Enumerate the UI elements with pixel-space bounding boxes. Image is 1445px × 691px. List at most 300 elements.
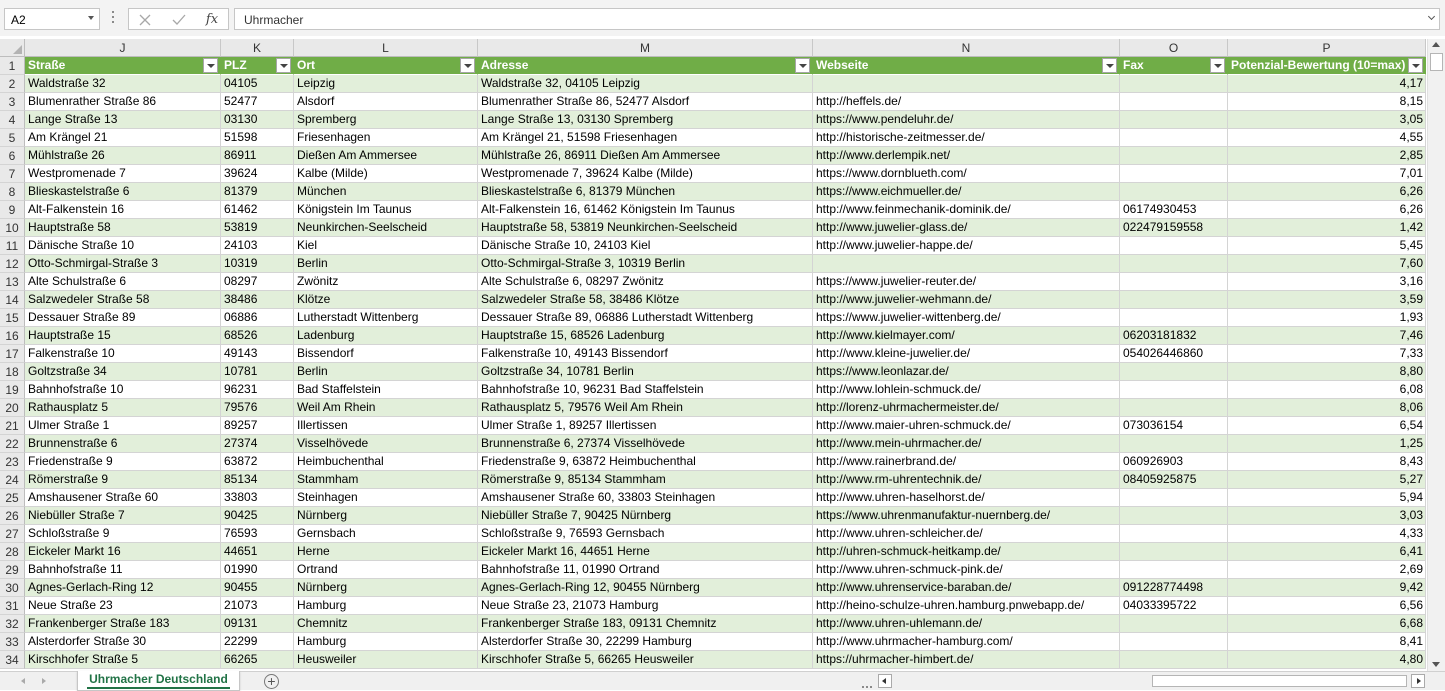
row-header[interactable]: 29 [0, 561, 25, 579]
row-header[interactable]: 26 [0, 507, 25, 525]
cell-potenzial[interactable]: 6,56 [1228, 597, 1426, 615]
cell-ort[interactable]: Friesenhagen [294, 129, 478, 147]
cell-ort[interactable]: Nürnberg [294, 507, 478, 525]
cell-plz[interactable]: 33803 [221, 489, 294, 507]
cell-potenzial[interactable]: 4,17 [1228, 75, 1426, 93]
cell-potenzial[interactable]: 6,26 [1228, 201, 1426, 219]
cell-ort[interactable]: Dießen Am Ammersee [294, 147, 478, 165]
cell-ort[interactable]: Lutherstadt Wittenberg [294, 309, 478, 327]
row-header[interactable]: 17 [0, 345, 25, 363]
cell-straße[interactable]: Otto-Schmirgal-Straße 3 [25, 255, 221, 273]
cell-adresse[interactable]: Alsterdorfer Straße 30, 22299 Hamburg [478, 633, 813, 651]
cell-webseite[interactable]: http://www.uhren-schleicher.de/ [813, 525, 1120, 543]
cell-ort[interactable]: Stammham [294, 471, 478, 489]
close-icon[interactable] [133, 10, 157, 30]
cell-straße[interactable]: Westpromenade 7 [25, 165, 221, 183]
cell-ort[interactable]: Weil Am Rhein [294, 399, 478, 417]
cell-straße[interactable]: Agnes-Gerlach-Ring 12 [25, 579, 221, 597]
row-header[interactable]: 15 [0, 309, 25, 327]
cell-potenzial[interactable]: 5,45 [1228, 237, 1426, 255]
cell-fax[interactable]: 060926903 [1120, 453, 1228, 471]
cell-straße[interactable]: Niebüller Straße 7 [25, 507, 221, 525]
cell-plz[interactable]: 27374 [221, 435, 294, 453]
header-cell-webseite[interactable] [813, 57, 1120, 75]
cell-fax[interactable] [1120, 237, 1228, 255]
cell-straße[interactable]: Neue Straße 23 [25, 597, 221, 615]
cell-plz[interactable]: 09131 [221, 615, 294, 633]
cell-straße[interactable]: Bahnhofstraße 10 [25, 381, 221, 399]
cell-webseite[interactable]: http://www.juwelier-wehmann.de/ [813, 291, 1120, 309]
cell-potenzial[interactable]: 8,80 [1228, 363, 1426, 381]
cell-plz[interactable]: 01990 [221, 561, 294, 579]
cell-webseite[interactable]: http://heffels.de/ [813, 93, 1120, 111]
row-header[interactable]: 28 [0, 543, 25, 561]
split-handle-icon[interactable] [862, 677, 874, 691]
row-header[interactable]: 10 [0, 219, 25, 237]
cell-adresse[interactable]: Hauptstraße 58, 53819 Neunkirchen-Seelscheid [478, 219, 813, 237]
cell-fax[interactable] [1120, 651, 1228, 669]
header-cell-plz[interactable] [221, 57, 294, 75]
cell-webseite[interactable]: http://www.juwelier-happe.de/ [813, 237, 1120, 255]
cell-fax[interactable] [1120, 507, 1228, 525]
cell-plz[interactable]: 53819 [221, 219, 294, 237]
cell-potenzial[interactable]: 9,42 [1228, 579, 1426, 597]
cell-potenzial[interactable]: 1,93 [1228, 309, 1426, 327]
row-header[interactable]: 4 [0, 111, 25, 129]
cell-straße[interactable]: Rathausplatz 5 [25, 399, 221, 417]
cell-webseite[interactable]: https://www.dornblueth.com/ [813, 165, 1120, 183]
cell-ort[interactable]: München [294, 183, 478, 201]
cell-plz[interactable]: 81379 [221, 183, 294, 201]
cell-potenzial[interactable]: 2,69 [1228, 561, 1426, 579]
cell-plz[interactable]: 44651 [221, 543, 294, 561]
cell-webseite[interactable]: http://www.juwelier-glass.de/ [813, 219, 1120, 237]
row-header[interactable]: 12 [0, 255, 25, 273]
cell-ort[interactable]: Klötze [294, 291, 478, 309]
cell-plz[interactable]: 21073 [221, 597, 294, 615]
row-header[interactable]: 7 [0, 165, 25, 183]
cell-fax[interactable]: 04033395722 [1120, 597, 1228, 615]
row-header[interactable]: 6 [0, 147, 25, 165]
cell-adresse[interactable]: Neue Straße 23, 21073 Hamburg [478, 597, 813, 615]
cell-webseite[interactable]: http://www.rainerbrand.de/ [813, 453, 1120, 471]
cell-fax[interactable]: 073036154 [1120, 417, 1228, 435]
column-header-j[interactable]: J [25, 39, 221, 57]
header-cell-fax[interactable] [1120, 57, 1228, 75]
cell-potenzial[interactable]: 8,43 [1228, 453, 1426, 471]
cell-straße[interactable]: Hauptstraße 15 [25, 327, 221, 345]
checkmark-icon[interactable] [167, 10, 191, 30]
cell-adresse[interactable]: Dessauer Straße 89, 06886 Lutherstadt Wittenberg [478, 309, 813, 327]
cell-potenzial[interactable]: 3,16 [1228, 273, 1426, 291]
cell-plz[interactable]: 76593 [221, 525, 294, 543]
cell-webseite[interactable]: http://lorenz-uhrmachermeister.de/ [813, 399, 1120, 417]
cell-webseite[interactable]: http://uhren-schmuck-heitkamp.de/ [813, 543, 1120, 561]
cell-adresse[interactable]: Rathausplatz 5, 79576 Weil Am Rhein [478, 399, 813, 417]
cell-adresse[interactable]: Falkenstraße 10, 49143 Bissendorf [478, 345, 813, 363]
cell-fax[interactable]: 06174930453 [1120, 201, 1228, 219]
cell-plz[interactable]: 90455 [221, 579, 294, 597]
cell-adresse[interactable]: Am Krängel 21, 51598 Friesenhagen [478, 129, 813, 147]
cell-potenzial[interactable]: 7,33 [1228, 345, 1426, 363]
cell-ort[interactable]: Zwönitz [294, 273, 478, 291]
cell-fax[interactable] [1120, 561, 1228, 579]
cell-adresse[interactable]: Kirschhofer Straße 5, 66265 Heusweiler [478, 651, 813, 669]
cell-webseite[interactable]: https://www.uhrenmanufaktur-nuernberg.de/ [813, 507, 1120, 525]
cell-adresse[interactable]: Bahnhofstraße 11, 01990 Ortrand [478, 561, 813, 579]
cell-straße[interactable]: Schloßstraße 9 [25, 525, 221, 543]
cell-straße[interactable]: Dessauer Straße 89 [25, 309, 221, 327]
cell-potenzial[interactable]: 5,27 [1228, 471, 1426, 489]
cell-fax[interactable] [1120, 255, 1228, 273]
cell-ort[interactable]: Spremberg [294, 111, 478, 129]
spreadsheet-grid[interactable] [0, 39, 1427, 671]
filter-dropdown-icon[interactable] [1102, 58, 1117, 73]
cell-webseite[interactable]: http://heino-schulze-uhren.hamburg.pnwebapp.de/ [813, 597, 1120, 615]
cell-adresse[interactable]: Lange Straße 13, 03130 Spremberg [478, 111, 813, 129]
cell-plz[interactable]: 52477 [221, 93, 294, 111]
cell-plz[interactable]: 39624 [221, 165, 294, 183]
cell-adresse[interactable]: Ulmer Straße 1, 89257 Illertissen [478, 417, 813, 435]
cell-adresse[interactable]: Hauptstraße 15, 68526 Ladenburg [478, 327, 813, 345]
cell-straße[interactable]: Mühlstraße 26 [25, 147, 221, 165]
cell-potenzial[interactable]: 8,41 [1228, 633, 1426, 651]
cell-potenzial[interactable]: 6,54 [1228, 417, 1426, 435]
cell-plz[interactable]: 79576 [221, 399, 294, 417]
cell-ort[interactable]: Ladenburg [294, 327, 478, 345]
cell-adresse[interactable]: Alte Schulstraße 6, 08297 Zwönitz [478, 273, 813, 291]
row-header[interactable]: 11 [0, 237, 25, 255]
cell-webseite[interactable]: http://historische-zeitmesser.de/ [813, 129, 1120, 147]
row-header[interactable]: 16 [0, 327, 25, 345]
row-header[interactable]: 3 [0, 93, 25, 111]
scroll-right-icon[interactable] [1411, 674, 1425, 688]
header-cell-straße[interactable] [25, 57, 221, 75]
cell-potenzial[interactable]: 7,46 [1228, 327, 1426, 345]
cell-webseite[interactable]: http://www.maier-uhren-schmuck.de/ [813, 417, 1120, 435]
cell-ort[interactable]: Bissendorf [294, 345, 478, 363]
cell-ort[interactable]: Steinhagen [294, 489, 478, 507]
cell-potenzial[interactable]: 8,06 [1228, 399, 1426, 417]
scroll-thumb[interactable] [1430, 53, 1443, 71]
cell-adresse[interactable]: Amshausener Straße 60, 33803 Steinhagen [478, 489, 813, 507]
cell-plz[interactable]: 06886 [221, 309, 294, 327]
cell-ort[interactable]: Visselhövede [294, 435, 478, 453]
cell-plz[interactable]: 61462 [221, 201, 294, 219]
cell-plz[interactable]: 89257 [221, 417, 294, 435]
cell-plz[interactable]: 90425 [221, 507, 294, 525]
cell-plz[interactable]: 22299 [221, 633, 294, 651]
cell-straße[interactable]: Blieskastelstraße 6 [25, 183, 221, 201]
cell-fax[interactable] [1120, 291, 1228, 309]
cell-ort[interactable]: Chemnitz [294, 615, 478, 633]
row-header[interactable]: 8 [0, 183, 25, 201]
scroll-down-icon[interactable] [1432, 662, 1440, 667]
row-header[interactable]: 22 [0, 435, 25, 453]
cell-webseite[interactable]: http://www.kielmayer.com/ [813, 327, 1120, 345]
cell-straße[interactable]: Frankenberger Straße 183 [25, 615, 221, 633]
cell-webseite[interactable]: https://uhrmacher-himbert.de/ [813, 651, 1120, 669]
column-header-m[interactable]: M [478, 39, 813, 57]
cell-potenzial[interactable]: 4,55 [1228, 129, 1426, 147]
cell-straße[interactable]: Falkenstraße 10 [25, 345, 221, 363]
cell-plz[interactable]: 51598 [221, 129, 294, 147]
cell-potenzial[interactable]: 6,41 [1228, 543, 1426, 561]
cell-ort[interactable]: Hamburg [294, 633, 478, 651]
cell-adresse[interactable]: Friedenstraße 9, 63872 Heimbuchenthal [478, 453, 813, 471]
cell-webseite[interactable]: http://www.feinmechanik-dominik.de/ [813, 201, 1120, 219]
cell-plz[interactable]: 68526 [221, 327, 294, 345]
cell-plz[interactable]: 08297 [221, 273, 294, 291]
cell-webseite[interactable]: https://www.juwelier-wittenberg.de/ [813, 309, 1120, 327]
cell-fax[interactable] [1120, 309, 1228, 327]
filter-dropdown-icon[interactable] [460, 58, 475, 73]
cell-adresse[interactable]: Niebüller Straße 7, 90425 Nürnberg [478, 507, 813, 525]
cell-plz[interactable]: 03130 [221, 111, 294, 129]
column-header-p[interactable]: P [1228, 39, 1426, 57]
cell-straße[interactable]: Amshausener Straße 60 [25, 489, 221, 507]
cell-fax[interactable] [1120, 75, 1228, 93]
cell-fax[interactable] [1120, 273, 1228, 291]
cell-adresse[interactable]: Römerstraße 9, 85134 Stammham [478, 471, 813, 489]
cell-potenzial[interactable]: 5,94 [1228, 489, 1426, 507]
row-header[interactable]: 31 [0, 597, 25, 615]
cell-adresse[interactable]: Westpromenade 7, 39624 Kalbe (Milde) [478, 165, 813, 183]
column-header-n[interactable]: N [813, 39, 1120, 57]
cell-webseite[interactable]: http://www.uhrmacher-hamburg.com/ [813, 633, 1120, 651]
cell-straße[interactable]: Friedenstraße 9 [25, 453, 221, 471]
cell-ort[interactable]: Berlin [294, 363, 478, 381]
cell-adresse[interactable]: Mühlstraße 26, 86911 Dießen Am Ammersee [478, 147, 813, 165]
cell-straße[interactable]: Salzwedeler Straße 58 [25, 291, 221, 309]
cell-straße[interactable]: Brunnenstraße 6 [25, 435, 221, 453]
header-cell-potenzial[interactable] [1228, 57, 1426, 75]
cell-straße[interactable]: Alsterdorfer Straße 30 [25, 633, 221, 651]
cell-plz[interactable]: 24103 [221, 237, 294, 255]
cell-ort[interactable]: Heimbuchenthal [294, 453, 478, 471]
insert-function-icon[interactable]: fx [205, 12, 219, 27]
cell-adresse[interactable]: Waldstraße 32, 04105 Leipzig [478, 75, 813, 93]
cell-adresse[interactable]: Bahnhofstraße 10, 96231 Bad Staffelstein [478, 381, 813, 399]
filter-dropdown-icon[interactable] [203, 58, 218, 73]
cell-straße[interactable]: Ulmer Straße 1 [25, 417, 221, 435]
cell-ort[interactable]: Königstein Im Taunus [294, 201, 478, 219]
cell-straße[interactable]: Kirschhofer Straße 5 [25, 651, 221, 669]
horizontal-scroll-thumb[interactable] [1152, 675, 1407, 687]
cell-adresse[interactable]: Blieskastelstraße 6, 81379 München [478, 183, 813, 201]
cell-ort[interactable]: Nürnberg [294, 579, 478, 597]
cell-plz[interactable]: 04105 [221, 75, 294, 93]
cell-straße[interactable]: Eickeler Markt 16 [25, 543, 221, 561]
row-header[interactable]: 2 [0, 75, 25, 93]
cell-straße[interactable]: Waldstraße 32 [25, 75, 221, 93]
row-header[interactable]: 34 [0, 651, 25, 669]
cell-ort[interactable]: Gernsbach [294, 525, 478, 543]
cell-plz[interactable]: 49143 [221, 345, 294, 363]
select-all-button[interactable] [0, 39, 25, 57]
cell-webseite[interactable]: http://www.uhren-haselhorst.de/ [813, 489, 1120, 507]
cell-fax[interactable]: 08405925875 [1120, 471, 1228, 489]
row-header[interactable]: 32 [0, 615, 25, 633]
cell-webseite[interactable]: http://www.lohlein-schmuck.de/ [813, 381, 1120, 399]
cell-straße[interactable]: Hauptstraße 58 [25, 219, 221, 237]
row-header[interactable]: 30 [0, 579, 25, 597]
cell-webseite[interactable]: http://www.rm-uhrentechnik.de/ [813, 471, 1120, 489]
chevron-down-icon[interactable] [88, 16, 94, 20]
row-header[interactable]: 24 [0, 471, 25, 489]
scroll-up-icon[interactable] [1432, 42, 1440, 47]
cell-straße[interactable]: Alte Schulstraße 6 [25, 273, 221, 291]
cell-fax[interactable] [1120, 489, 1228, 507]
cell-fax[interactable] [1120, 165, 1228, 183]
cell-adresse[interactable]: Frankenberger Straße 183, 09131 Chemnitz [478, 615, 813, 633]
cell-adresse[interactable]: Brunnenstraße 6, 27374 Visselhövede [478, 435, 813, 453]
previous-sheet-icon[interactable] [21, 678, 25, 684]
cell-fax[interactable]: 06203181832 [1120, 327, 1228, 345]
row-header[interactable]: 23 [0, 453, 25, 471]
cell-plz[interactable]: 10319 [221, 255, 294, 273]
row-header[interactable]: 21 [0, 417, 25, 435]
cell-ort[interactable]: Ortrand [294, 561, 478, 579]
cell-straße[interactable]: Dänische Straße 10 [25, 237, 221, 255]
cell-fax[interactable]: 022479159558 [1120, 219, 1228, 237]
cell-adresse[interactable]: Eickeler Markt 16, 44651 Herne [478, 543, 813, 561]
cell-adresse[interactable]: Agnes-Gerlach-Ring 12, 90455 Nürnberg [478, 579, 813, 597]
plus-circle-icon[interactable]: + [264, 674, 279, 689]
cell-potenzial[interactable]: 7,01 [1228, 165, 1426, 183]
cell-webseite[interactable] [813, 75, 1120, 93]
cell-ort[interactable]: Illertissen [294, 417, 478, 435]
row-header[interactable]: 20 [0, 399, 25, 417]
cell-webseite[interactable]: http://www.derlempik.net/ [813, 147, 1120, 165]
row-header[interactable]: 1 [0, 57, 25, 75]
formula-input[interactable] [234, 8, 1440, 30]
cell-webseite[interactable]: https://www.juwelier-reuter.de/ [813, 273, 1120, 291]
column-header-k[interactable]: K [221, 39, 294, 57]
row-header[interactable]: 9 [0, 201, 25, 219]
expand-formula-bar-icon[interactable] [1428, 13, 1435, 20]
cell-ort[interactable]: Berlin [294, 255, 478, 273]
cell-potenzial[interactable]: 1,25 [1228, 435, 1426, 453]
cell-ort[interactable]: Kiel [294, 237, 478, 255]
filter-dropdown-icon[interactable] [795, 58, 810, 73]
cell-fax[interactable] [1120, 615, 1228, 633]
row-header[interactable]: 33 [0, 633, 25, 651]
cell-ort[interactable]: Alsdorf [294, 93, 478, 111]
cell-ort[interactable]: Herne [294, 543, 478, 561]
cell-fax[interactable] [1120, 435, 1228, 453]
cell-potenzial[interactable]: 3,03 [1228, 507, 1426, 525]
cell-plz[interactable]: 86911 [221, 147, 294, 165]
cell-fax[interactable] [1120, 363, 1228, 381]
cell-potenzial[interactable]: 4,33 [1228, 525, 1426, 543]
cell-potenzial[interactable]: 6,08 [1228, 381, 1426, 399]
cell-straße[interactable]: Blumenrather Straße 86 [25, 93, 221, 111]
row-header[interactable]: 19 [0, 381, 25, 399]
cell-ort[interactable]: Kalbe (Milde) [294, 165, 478, 183]
cell-potenzial[interactable]: 3,05 [1228, 111, 1426, 129]
cell-adresse[interactable]: Goltzstraße 34, 10781 Berlin [478, 363, 813, 381]
cell-plz[interactable]: 10781 [221, 363, 294, 381]
cell-adresse[interactable]: Blumenrather Straße 86, 52477 Alsdorf [478, 93, 813, 111]
cell-potenzial[interactable]: 8,15 [1228, 93, 1426, 111]
cell-potenzial[interactable]: 3,59 [1228, 291, 1426, 309]
filter-dropdown-icon[interactable] [1210, 58, 1225, 73]
cell-potenzial[interactable]: 1,42 [1228, 219, 1426, 237]
scroll-left-icon[interactable] [878, 674, 892, 688]
cell-potenzial[interactable]: 6,26 [1228, 183, 1426, 201]
name-box[interactable] [4, 8, 100, 30]
cell-fax[interactable] [1120, 633, 1228, 651]
cell-straße[interactable]: Am Krängel 21 [25, 129, 221, 147]
cell-fax[interactable] [1120, 543, 1228, 561]
row-header[interactable]: 5 [0, 129, 25, 147]
drag-handle-icon[interactable] [112, 11, 115, 25]
cell-fax[interactable] [1120, 525, 1228, 543]
row-header[interactable]: 13 [0, 273, 25, 291]
row-header[interactable]: 25 [0, 489, 25, 507]
cell-potenzial[interactable]: 2,85 [1228, 147, 1426, 165]
header-cell-ort[interactable] [294, 57, 478, 75]
cell-adresse[interactable]: Alt-Falkenstein 16, 61462 Königstein Im Taunus [478, 201, 813, 219]
vertical-scrollbar[interactable] [1427, 39, 1445, 671]
cell-fax[interactable] [1120, 129, 1228, 147]
cell-ort[interactable]: Hamburg [294, 597, 478, 615]
cell-fax[interactable] [1120, 399, 1228, 417]
cell-fax[interactable] [1120, 111, 1228, 129]
cell-webseite[interactable]: http://www.kleine-juwelier.de/ [813, 345, 1120, 363]
cell-fax[interactable] [1120, 381, 1228, 399]
cell-fax[interactable]: 054026446860 [1120, 345, 1228, 363]
cell-straße[interactable]: Römerstraße 9 [25, 471, 221, 489]
cell-ort[interactable]: Bad Staffelstein [294, 381, 478, 399]
cell-plz[interactable]: 63872 [221, 453, 294, 471]
cell-webseite[interactable]: http://www.mein-uhrmacher.de/ [813, 435, 1120, 453]
row-header[interactable]: 27 [0, 525, 25, 543]
sheet-tab-active[interactable] [77, 671, 240, 691]
cell-ort[interactable]: Heusweiler [294, 651, 478, 669]
cell-webseite[interactable]: http://www.uhren-uhlemann.de/ [813, 615, 1120, 633]
cell-webseite[interactable]: https://www.leonlazar.de/ [813, 363, 1120, 381]
cell-ort[interactable]: Leipzig [294, 75, 478, 93]
cell-fax[interactable] [1120, 93, 1228, 111]
row-header[interactable]: 14 [0, 291, 25, 309]
filter-dropdown-icon[interactable] [1408, 58, 1423, 73]
cell-potenzial[interactable]: 7,60 [1228, 255, 1426, 273]
cell-fax[interactable] [1120, 183, 1228, 201]
cell-straße[interactable]: Lange Straße 13 [25, 111, 221, 129]
column-header-l[interactable]: L [294, 39, 478, 57]
cell-potenzial[interactable]: 4,80 [1228, 651, 1426, 669]
cell-webseite[interactable] [813, 255, 1120, 273]
cell-plz[interactable]: 66265 [221, 651, 294, 669]
cell-adresse[interactable]: Dänische Straße 10, 24103 Kiel [478, 237, 813, 255]
cell-adresse[interactable]: Salzwedeler Straße 58, 38486 Klötze [478, 291, 813, 309]
cell-adresse[interactable]: Schloßstraße 9, 76593 Gernsbach [478, 525, 813, 543]
cell-plz[interactable]: 96231 [221, 381, 294, 399]
cell-plz[interactable]: 38486 [221, 291, 294, 309]
row-header[interactable]: 18 [0, 363, 25, 381]
cell-straße[interactable]: Alt-Falkenstein 16 [25, 201, 221, 219]
cell-fax[interactable] [1120, 147, 1228, 165]
next-sheet-icon[interactable] [42, 678, 46, 684]
cell-ort[interactable]: Neunkirchen-Seelscheid [294, 219, 478, 237]
cell-webseite[interactable]: https://www.pendeluhr.de/ [813, 111, 1120, 129]
cell-plz[interactable]: 85134 [221, 471, 294, 489]
cell-potenzial[interactable]: 6,68 [1228, 615, 1426, 633]
cell-webseite[interactable]: https://www.eichmueller.de/ [813, 183, 1120, 201]
filter-dropdown-icon[interactable] [276, 58, 291, 73]
